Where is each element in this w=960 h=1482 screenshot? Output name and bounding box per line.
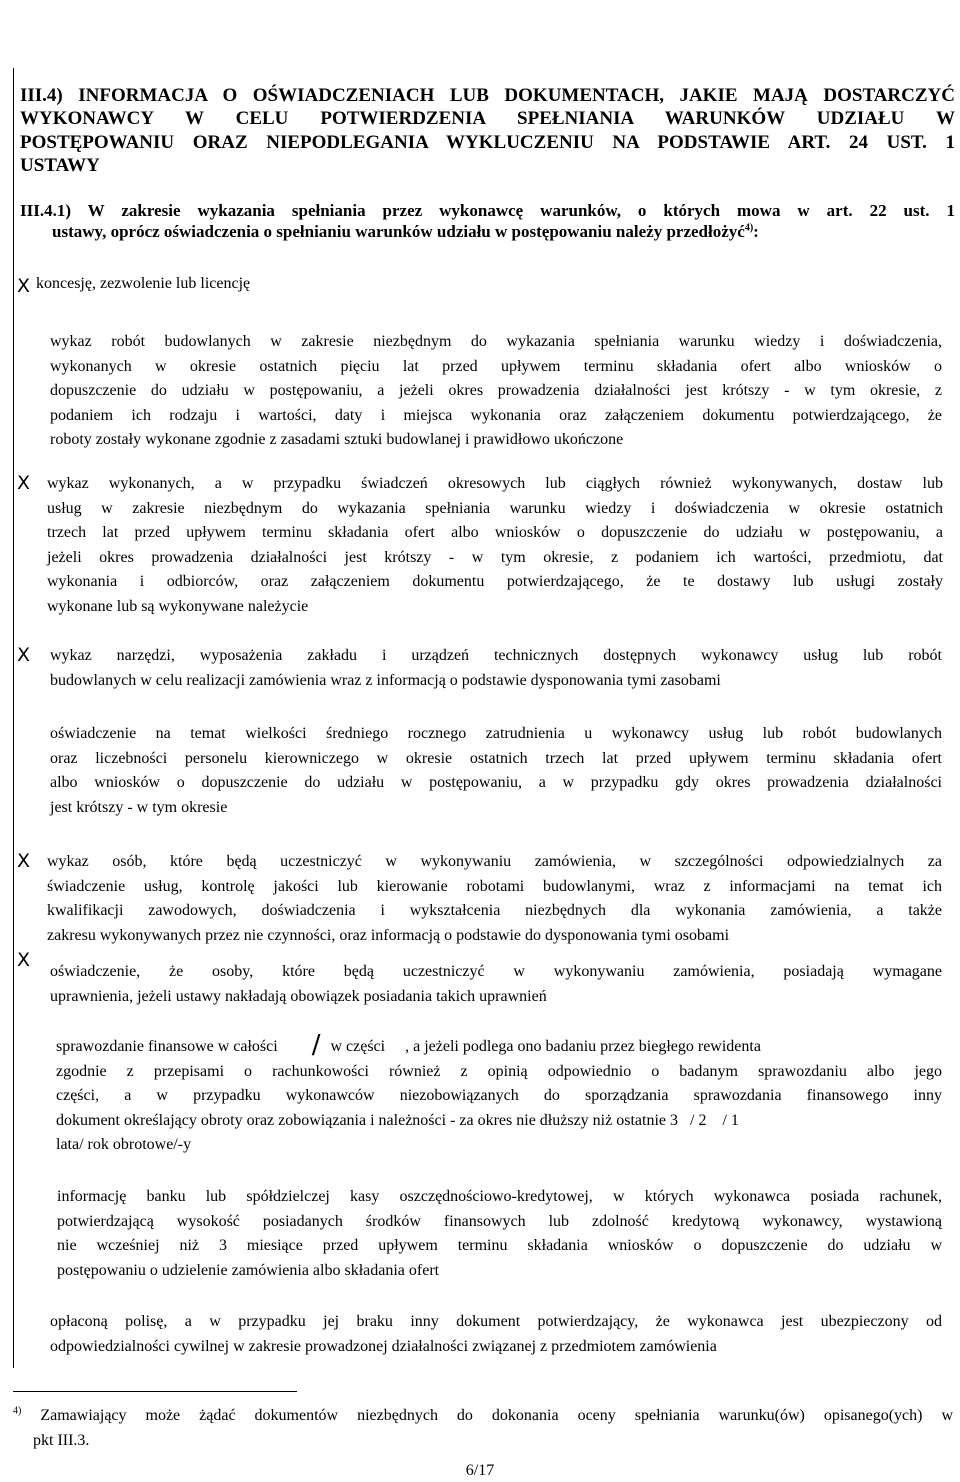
item-line: opłaconą polisę, a w przypadku jej braku inny dokument potwierdzający, że wykonawca jest ubezpieczony od: [50, 1313, 942, 1330]
item-dostawy-checkmark[interactable]: X: [17, 472, 31, 494]
item-line: dokument określający obroty oraz zobowiązania i należności - za okres nie dłuższy niż ostatnie 3 / 2 / 1: [56, 1111, 739, 1129]
footnote: [13, 1404, 953, 1453]
form-frame: [13, 68, 960, 1368]
subsection-line: [20, 221, 955, 242]
item-line: wykonanych w okresie ostatnich pięciu lat przed upływem terminu składania ofert albo wniosków o: [50, 357, 942, 375]
item-line: zgodnie z przepisami o rachunkowości również z opinią odpowiednio o badanym sprawozdaniu albo jego: [56, 1062, 942, 1080]
footnote-ref: 4): [744, 222, 754, 234]
item-zatrudnienie: [50, 722, 942, 820]
item-line: części, a w przypadku wykonawców niezobowiązanych do sporządzania sprawozdania finansowego inny: [56, 1087, 942, 1105]
item-line: wykonania i odbiorców, oraz załączeniem dokumentu potwierdzającego, że te dostawy lub usługi zostały: [47, 573, 943, 591]
footnote-marker: 4): [13, 1405, 22, 1417]
section-title-line: USTAWY: [20, 154, 100, 176]
item-sprawozdanie: [56, 1030, 942, 1158]
item-line: oraz liczebności personelu kierowniczego w okresie ostatnich trzech lat przed upływem terminu składania ofert: [50, 749, 942, 767]
item-line: budowlanych w celu realizacji zamówienia wraz z informacją o podstawie dysponowania tymi zasobami: [50, 671, 721, 689]
item-line: potwierdzającą wysokość posiadanych środków finansowych lub zdolność kredytową wykonawcy, wystawioną: [57, 1212, 942, 1230]
item-polisa: [50, 1310, 942, 1359]
section-title-line: WYKONAWCY W CELU POTWIERDZENIA SPEŁNIANIA WARUNKÓW UDZIAŁU W: [20, 108, 955, 130]
item-dostawy: [47, 472, 943, 620]
item-line: albo wniosków o dopuszczenie do udziału w postępowaniu, a w przypadku gdy okres prowadzenia działalności: [50, 774, 942, 792]
page-number: 6/17: [465, 1462, 495, 1479]
section-title-line: III.4) INFORMACJA O OŚWIADCZENIACH LUB DOKUMENTACH, JAKIE MAJĄ DOSTARCZYĆ: [20, 85, 955, 106]
subsection-line: III.4.1) W zakresie wykazania spełniania przez wykonawcę warunków, o których mowa w art. 22 ust. 1: [20, 201, 955, 220]
item-narzedzia: [50, 644, 942, 693]
item-line: informację banku lub spółdzielczej kasy oszczędnościowo-kredytowej, w których wykonawca posiada rachunek,: [57, 1188, 942, 1205]
item-line: wykaz wykonanych, a w przypadku świadczeń okresowych lub ciągłych również wykonywanych, dostaw lub: [47, 475, 943, 492]
item-bank: [57, 1185, 942, 1283]
item-line: nie wcześniej niż 3 miesiące przed upływem terminu składania wniosków o dopuszczenie do udziału w: [57, 1237, 942, 1255]
section-title: [20, 84, 955, 177]
item-line: uprawnienia, jeżeli ustawy nakładają obowiązek posiadania takich uprawnień: [50, 987, 547, 1005]
item-line: dopuszczenie do udziału w postępowaniu, a jeżeli okres prowadzenia działalności jest krótszy - w tym okresie, z: [50, 382, 942, 400]
footnote-text: Zamawiający może żądać dokumentów niezbędnych do dokonania oceny spełniania warunku(ów) opisanego(ych) w: [40, 1407, 953, 1424]
item-line: wykonane lub są wykonywane należycie: [47, 597, 309, 615]
footnote-rule: [13, 1391, 297, 1392]
item-line: świadczenie usług, kontrolę jakości lub kierowanie robotami budowlanymi, wraz z informacjami na temat ich: [47, 877, 942, 895]
footnote-line: pkt III.3.: [33, 1431, 90, 1449]
section-title-line: POSTĘPOWANIU ORAZ NIEPODLEGANIA WYKLUCZENIU NA PODSTAWIE ART. 24 UST. 1: [20, 131, 955, 153]
item-line: wykaz osób, które będą uczestniczyć w wykonywaniu zamówienia, w szczególności odpowiedzialnych za: [47, 853, 942, 870]
item-line: podaniem ich rodzaju i wartości, daty i miejsca wykonania oraz załączeniem dokumentu potwierdzającego, że: [50, 406, 942, 424]
item-line: wykaz narzędzi, wyposażenia zakładu i urządzeń technicznych dostępnych wykonawcy usług lub robót: [50, 647, 942, 664]
item-line: kwalifikacji zawodowych, doświadczenia i wykształcenia niezbędnych dla wykonania zamówienia, a także: [47, 902, 942, 920]
subsection-text: ustawy, oprócz oświadczenia o spełnianiu warunków udziału w postępowaniu należy przedłożyć: [52, 222, 745, 241]
item-line: roboty zostały wykonane zgodnie z zasadami sztuki budowlanej i prawidłowo ukończone: [50, 431, 624, 449]
item-osoby: [47, 850, 942, 948]
item-line: oświadczenie, że osoby, które będą uczestniczyć w wykonywaniu zamówienia, posiadają wymagane: [50, 963, 942, 980]
option-czesci[interactable]: w części: [330, 1038, 386, 1055]
item-line: [56, 1030, 942, 1060]
item-narzedzia-checkmark[interactable]: X: [17, 644, 31, 666]
item-koncesja: koncesję, zezwolenie lub licencję: [36, 275, 251, 292]
item-line: lata/ rok obrotowe/-y: [56, 1136, 192, 1154]
item-text: , a jeżeli podlega ono badaniu przez biegłego rewidenta: [405, 1038, 761, 1055]
item-line: zakresu wykonywanych przez nie czynności, oraz informacją o podstawie do dysponowania tymi osobami: [47, 926, 730, 944]
item-line: oświadczenie na temat wielkości średniego rocznego zatrudnienia u wykonawcy usług lub robót budowlanych: [50, 725, 942, 742]
item-line: trzech lat przed upływem terminu składania ofert albo wniosków o dopuszczenie do udziału w postępowaniu, a: [47, 524, 943, 542]
subsection-colon: :: [753, 222, 759, 241]
item-koncesja-checkmark[interactable]: X: [17, 275, 31, 297]
item-roboty: [50, 330, 942, 453]
subsection-heading: [20, 200, 955, 242]
item-line: jeżeli okres prowadzenia działalności jest krótszy - w tym okresie, z podaniem ich wartości, przedmiotu, dat: [47, 548, 943, 566]
option-separator: /: [311, 1030, 321, 1060]
option-calosci[interactable]: sprawozdanie finansowe w całości: [56, 1038, 278, 1055]
footnote-line: [13, 1404, 953, 1429]
item-uprawnienia: [50, 960, 942, 1009]
item-line: postępowaniu o udzielenie zamówienia albo składania ofert: [57, 1261, 440, 1279]
item-line: odpowiedzialności cywilnej w zakresie prowadzonej działalności związanej z przedmiotem zamówienia: [50, 1337, 717, 1355]
item-osoby-checkmark[interactable]: X: [17, 850, 31, 872]
item-line: wykaz robót budowlanych w zakresie niezbędnym do wykazania spełniania warunku wiedzy i doświadczenia,: [50, 333, 942, 350]
item-uprawnienia-checkmark[interactable]: X: [17, 949, 31, 971]
item-line: usług w zakresie niezbędnym do wykazania spełniania warunku wiedzy i doświadczenia w okresie ostatnich: [47, 499, 943, 517]
item-line: jest krótszy - w tym okresie: [50, 798, 228, 816]
